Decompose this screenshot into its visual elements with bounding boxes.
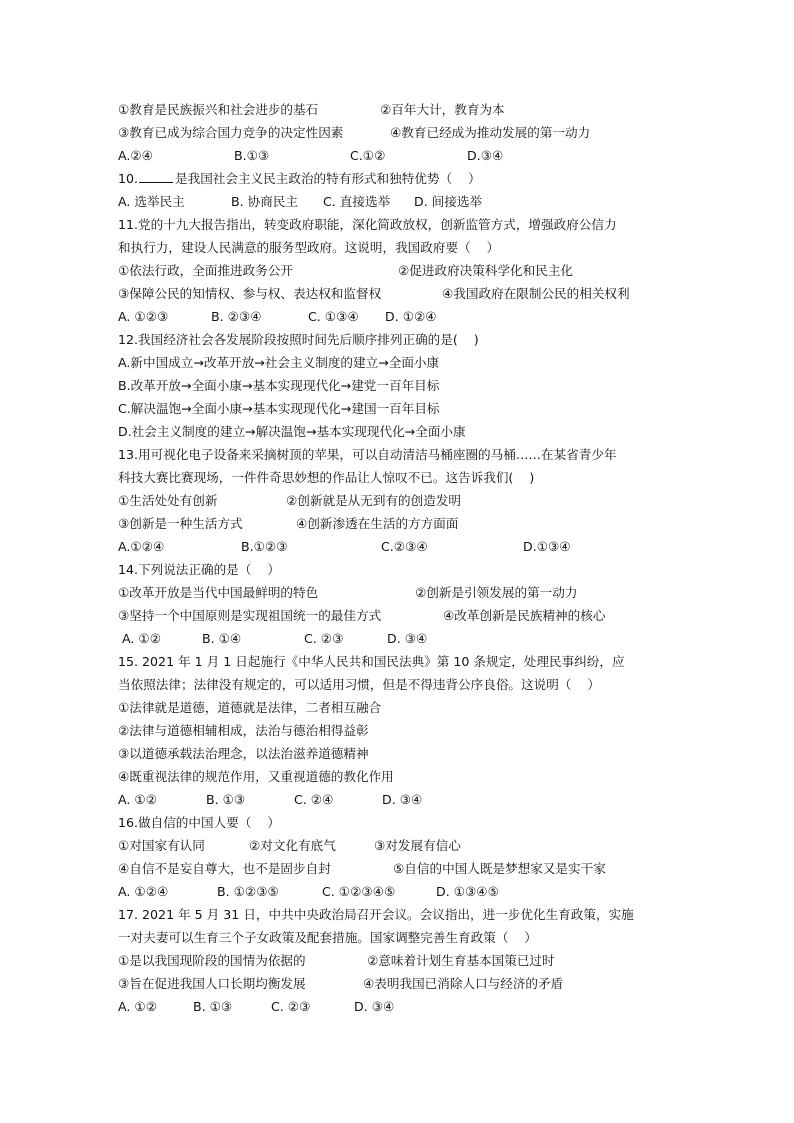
text-segment: ④表明我国已消除人口与经济的矛盾 <box>363 976 564 991</box>
text-segment: D.③④ <box>467 148 504 163</box>
text-segment: ①教育是民族振兴和社会进步的基石 <box>118 102 319 117</box>
text-segment: B.①③ <box>234 148 270 163</box>
text-segment: B. 协商民主 <box>231 194 299 209</box>
text-segment: B. ①③ <box>193 999 233 1014</box>
text-segment: 一对夫妻可以生育三个子女政策及配套措施。国家调整完善生育政策（ ） <box>118 930 538 945</box>
text-segment: A. ①② <box>118 999 157 1014</box>
text-segment: C.①② <box>350 148 386 163</box>
text-segment: C. ②④ <box>294 792 334 807</box>
text-segment: D.社会主义制度的建立→解决温饱→基本实现现代化→全面小康 <box>118 424 466 439</box>
text-segment: ④创新渗透在生活的方方面面 <box>296 516 459 531</box>
text-segment: D. ③④ <box>382 792 423 807</box>
text-segment: D. ①②④ <box>385 309 437 324</box>
text-segment: ③保障公民的知情权、参与权、表达权和监督权 <box>118 286 382 301</box>
text-segment: C. ①③④ <box>308 309 359 324</box>
text-segment: ②百年大计，教育为本 <box>380 102 505 117</box>
text-segment: ③以道德承载法治理念，以法治滋养道德精神 <box>118 746 369 761</box>
text-segment: ③教育已成为综合国力竞争的决定性因素 <box>118 125 344 140</box>
text-segment: D. ①③④⑤ <box>436 884 499 899</box>
text-segment: B.①②③ <box>241 539 288 554</box>
text-segment: ①是以我国现阶段的国情为依据的 <box>118 953 306 968</box>
text-segment: A. ①② <box>118 792 157 807</box>
text-segment: ②对文化有底气 <box>249 838 336 853</box>
text-segment: C. ②③ <box>271 999 311 1014</box>
text-segment: ②意味着计划生育基本国策已过时 <box>367 953 555 968</box>
text-segment: ②创新是引领发展的第一动力 <box>415 585 578 600</box>
text-segment: A. ①②③ <box>118 309 169 324</box>
text-segment: ①对国家有认同 <box>118 838 205 853</box>
text-segment: 11.党的十九大报告指出，转变政府职能，深化简政放权，创新监管方式，增强政府公信力 <box>118 217 617 232</box>
fill-in-blank <box>139 168 173 183</box>
text-segment: ④教育已经成为推动发展的第一动力 <box>390 125 591 140</box>
text-segment: 科技大赛比赛现场，一件件奇思妙想的作品让人惊叹不已。这告诉我们( ) <box>118 470 535 485</box>
text-segment: A. ①②④ <box>118 884 169 899</box>
text-segment: 17. 2021 年 5 月 31 日，中共中央政治局召开会议。会议指出，进一步优化生育政策，实施 <box>118 907 634 922</box>
text-segment: 10. <box>118 171 139 186</box>
text-segment: ④改革创新是民族精神的核心 <box>443 608 606 623</box>
text-segment: ①生活处处有创新 <box>118 493 218 508</box>
text-segment: D.①③④ <box>523 539 571 554</box>
text-segment: B. ①③ <box>206 792 246 807</box>
text-segment: 12.我国经济社会各发展阶段按照时间先后顺序排列正确的是( ) <box>118 332 479 347</box>
text-segment: ④自信不是妄自尊大，也不是固步自封 <box>118 861 331 876</box>
text-segment: B.改革开放→全面小康→基本实现现代化→建党一百年目标 <box>118 378 440 393</box>
text-segment: ③坚持一个中国原则是实现祖国统一的最佳方式 <box>118 608 382 623</box>
text-segment: 13.用可视化电子设备来采摘树顶的苹果，可以自动清洁马桶座圈的马桶……在某省青少年 <box>118 447 617 462</box>
text-segment: C. 直接选举 <box>323 194 391 209</box>
text-segment: D. ③④ <box>387 631 428 646</box>
text-segment: C.解决温饱→全面小康→基本实现现代化→建国一百年目标 <box>118 401 440 416</box>
text-segment: 当依照法律；法律没有规定的，可以适用习惯，但是不得违背公序良俗。这说明（ ） <box>118 677 600 692</box>
text-segment: D. ③④ <box>354 999 395 1014</box>
text-segment: 16.做自信的中国人要（ ） <box>118 815 280 830</box>
text-segment: ⑤自信的中国人既是梦想家又是实干家 <box>393 861 606 876</box>
text-segment: ③创新是一种生活方式 <box>118 516 243 531</box>
text-segment: C. ①②③④⑤ <box>322 884 396 899</box>
text-segment: C.②③④ <box>381 539 428 554</box>
text-segment: D. 间接选举 <box>414 194 483 209</box>
text-segment: ②法律与道德相辅相成，法治与德治相得益彰 <box>118 723 369 738</box>
text-segment: ①依法行政，全面推进政务公开 <box>118 263 294 278</box>
text-segment: ④我国政府在限制公民的相关权利 <box>442 286 630 301</box>
text-segment: ④既重视法律的规范作用，又重视道德的教化作用 <box>118 769 394 784</box>
text-segment: C. ②③ <box>304 631 344 646</box>
text-segment: B. ①②③⑤ <box>217 884 279 899</box>
text-segment: A.新中国成立→改革开放→社会主义制度的建立→全面小康 <box>118 355 440 370</box>
text-segment: 15. 2021 年 1 月 1 日起施行《中华人民共和国民法典》第 10 条规定，处理民事纠纷，应 <box>118 654 625 669</box>
text-segment: ③旨在促进我国人口长期均衡发展 <box>118 976 306 991</box>
text-segment: A.①②④ <box>118 539 165 554</box>
text-segment: B. ②③④ <box>211 309 262 324</box>
text-segment: ①法律就是道德，道德就是法律，二者相互融合 <box>118 700 382 715</box>
text-segment: A.②④ <box>118 148 153 163</box>
text-segment: ①改革开放是当代中国最鲜明的特色 <box>118 585 319 600</box>
text-segment: B. ①④ <box>202 631 242 646</box>
text-segment: A. ①② <box>118 631 161 646</box>
text-segment: ②创新就是从无到有的创造发明 <box>286 493 462 508</box>
text-segment: 是我国社会主义民主政治的特有形式和独特优势（ ） <box>175 171 481 186</box>
text-segment: ③对发展有信心 <box>374 838 461 853</box>
text-segment: 和执行力，建设人民满意的服务型政府。这说明，我国政府要（ ） <box>118 240 500 255</box>
text-segment: ②促进政府决策科学化和民主化 <box>398 263 574 278</box>
text-segment: 14.下列说法正确的是（ ） <box>118 562 280 577</box>
text-segment: A. 选举民主 <box>118 194 185 209</box>
